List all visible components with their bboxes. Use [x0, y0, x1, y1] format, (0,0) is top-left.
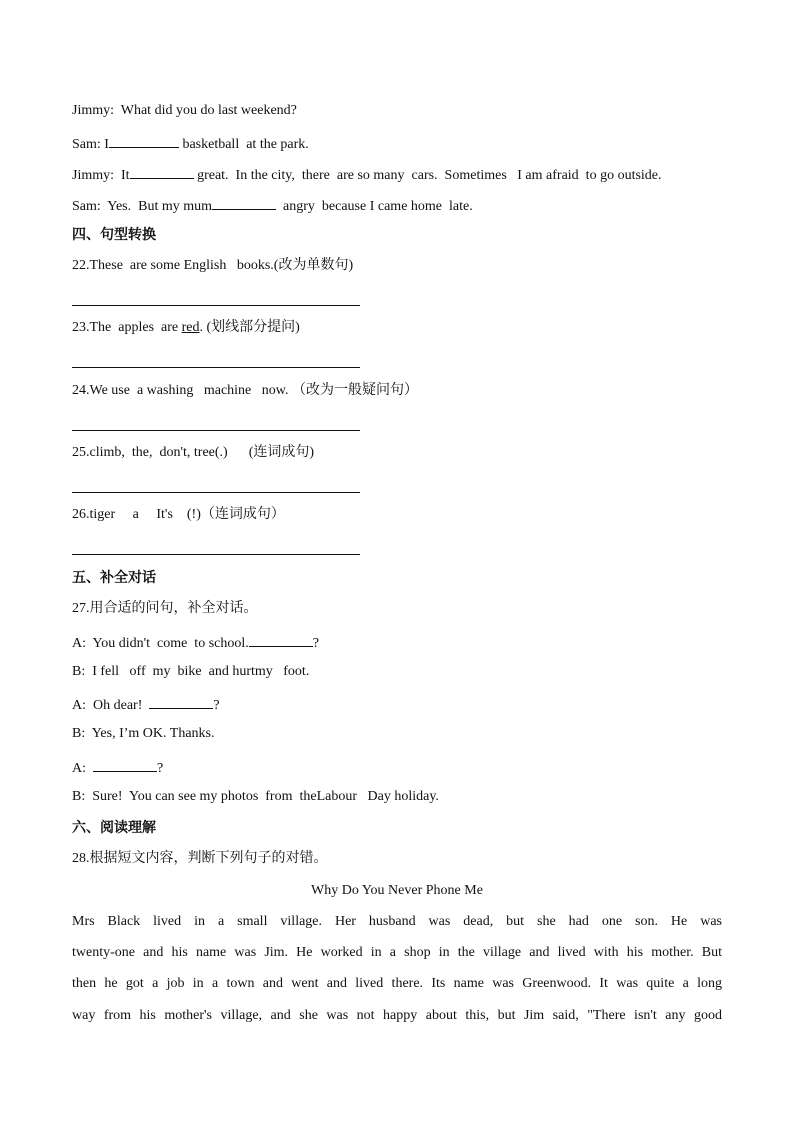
question-27: 27.用合适的问句，补全对话。 — [72, 601, 258, 616]
answer-line-24[interactable] — [72, 430, 360, 431]
question-22: 22.These are some English books.(改为单数句) — [72, 258, 354, 273]
answer-blank[interactable] — [109, 133, 179, 148]
dialogue-line-4: Sam: Yes. But my mum angry because I came home late. — [72, 195, 473, 216]
answer-line-22[interactable] — [72, 305, 360, 306]
answer-line-25[interactable] — [72, 492, 360, 493]
dialogue-line-2: Sam: I basketball at the park. — [72, 133, 309, 154]
dialogue-line-3: Jimmy: It great. In the city, there are so many cars. Sometimes I am afraid to go outside. — [72, 164, 662, 185]
dialogue-a-1: A: You didn't come to school. ? — [72, 632, 319, 653]
dialogue-b-2: B: Yes, I’m OK. Thanks. — [72, 726, 215, 741]
answer-line-26[interactable] — [72, 554, 360, 555]
dialogue-line-1: Jimmy: What did you do last weekend? — [72, 103, 297, 118]
answer-blank[interactable] — [212, 195, 276, 210]
section-heading-6: 六、阅读理解 — [72, 820, 156, 836]
question-28: 28.根据短文内容，判断下列句子的对错。 — [72, 851, 328, 866]
section-heading-5: 五、补全对话 — [72, 570, 156, 586]
passage-line-4: way from his mother's village, and she was not happy about this, but Jim said, "There isn't any good — [72, 1008, 722, 1023]
dialogue-b-3: B: Sure! You can see my photos from theLabour Day holiday. — [72, 789, 439, 804]
answer-blank[interactable] — [93, 757, 157, 772]
answer-blank[interactable] — [249, 632, 313, 647]
question-25: 25.climb, the, don't, tree(.) (连词成句) — [72, 445, 315, 460]
dialogue-a-3: A: ? — [72, 757, 163, 778]
question-26: 26.tiger a It's (!)（连词成句） — [72, 507, 285, 522]
passage-title: Why Do You Never Phone Me — [311, 883, 483, 898]
section-heading-4: 四、句型转换 — [72, 227, 156, 243]
answer-blank[interactable] — [149, 694, 213, 709]
passage-line-1: Mrs Black lived in a small village. Her husband was dead, but she had one son. He was — [72, 914, 722, 929]
question-24: 24.We use a washing machine now. （改为一般疑问句） — [72, 383, 418, 398]
passage-line-3: then he got a job in a town and went and lived there. Its name was Greenwood. It was quite a long — [72, 976, 722, 991]
dialogue-a-2: A: Oh dear! ? — [72, 694, 220, 715]
answer-blank[interactable] — [130, 164, 194, 179]
answer-line-23[interactable] — [72, 367, 360, 368]
underlined-word: red — [181, 320, 200, 335]
dialogue-b-1: B: I fell off my bike and hurtmy foot. — [72, 664, 310, 679]
question-23: 23.The apples are red. (划线部分提问) — [72, 320, 300, 335]
passage-line-2: twenty-one and his name was Jim. He worked in a shop in the village and lived with his mother. But — [72, 945, 722, 960]
